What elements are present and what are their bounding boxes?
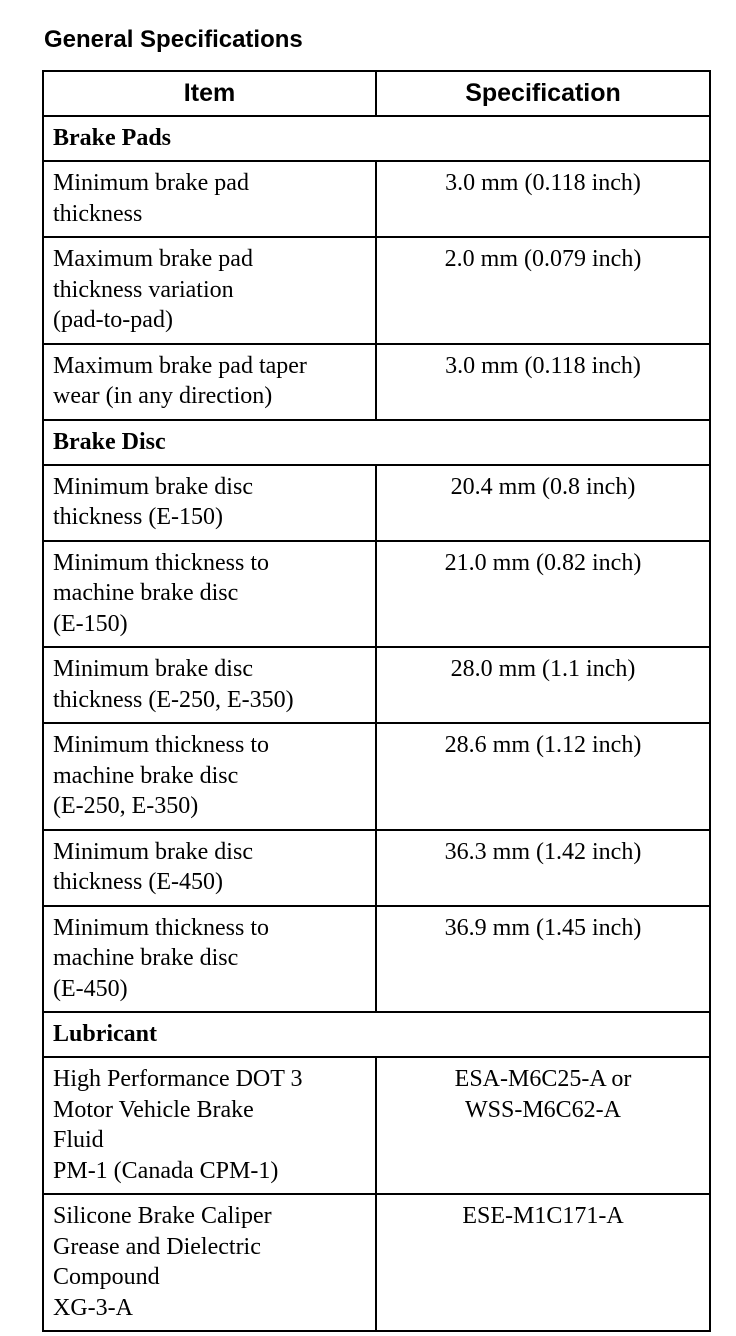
item-text-line: High Performance DOT 3 xyxy=(53,1066,303,1092)
specification-cell xyxy=(376,906,710,1013)
item-text-line: (E-250, E-350) xyxy=(53,793,199,819)
table-row xyxy=(43,161,710,237)
item-cell xyxy=(43,161,376,237)
table-row xyxy=(43,237,710,344)
table-row xyxy=(43,1057,710,1194)
item-text-line: thickness xyxy=(53,200,143,227)
item-cell xyxy=(43,723,376,830)
item-cell xyxy=(43,541,376,648)
specification-cell xyxy=(376,1194,710,1331)
item-cell xyxy=(43,1194,376,1331)
table-body xyxy=(43,116,710,1331)
specification-text-line: 36.9 mm (1.45 inch) xyxy=(444,914,642,941)
item-text-line: XG-3-A xyxy=(53,1294,133,1321)
item-text-line: machine brake disc xyxy=(53,762,239,789)
item-text-line: Minimum thickness to xyxy=(53,914,269,941)
table-header-row xyxy=(43,71,710,116)
specification-text-line: 28.6 mm (1.12 inch) xyxy=(444,732,642,758)
table-row xyxy=(43,541,710,648)
item-text-line: Minimum thickness to xyxy=(53,549,269,576)
specification-text-line: 2.0 mm (0.079 inch) xyxy=(444,246,642,272)
specification-cell xyxy=(376,830,710,906)
specifications-table xyxy=(42,70,711,1332)
table-row xyxy=(43,723,710,830)
specification-cell xyxy=(376,237,710,344)
section-heading: Lubricant xyxy=(43,1012,710,1057)
item-text-line: machine brake disc xyxy=(53,945,239,971)
specification-text-line: ESA-M6C25-A or xyxy=(454,1066,632,1092)
item-text-line: (E-150) xyxy=(53,610,128,637)
page-title: General Specifications xyxy=(44,26,303,53)
item-text-line: Minimum brake disc xyxy=(53,473,253,500)
item-text-line: thickness (E-250, E-350) xyxy=(53,686,294,713)
specification-text-line: 3.0 mm (0.118 inch) xyxy=(445,170,641,196)
table-row xyxy=(43,647,710,723)
specification-cell xyxy=(376,161,710,237)
item-text-line: Minimum brake pad xyxy=(53,170,249,196)
item-text-line: Minimum brake disc xyxy=(53,656,253,682)
section-row xyxy=(43,420,710,465)
item-text-line: (E-450) xyxy=(53,975,128,1002)
specification-text-line: 21.0 mm (0.82 inch) xyxy=(444,549,642,576)
section-heading: Brake Pads xyxy=(43,116,710,161)
item-text-line: wear (in any direction) xyxy=(53,383,273,409)
item-cell xyxy=(43,237,376,344)
specification-cell xyxy=(376,465,710,541)
specification-text-line: 20.4 mm (0.8 inch) xyxy=(450,473,636,500)
item-text-line: thickness (E-150) xyxy=(53,504,223,530)
item-text-line: Silicone Brake Caliper xyxy=(53,1203,272,1229)
item-cell xyxy=(43,344,376,420)
specification-cell xyxy=(376,1057,710,1194)
table-row xyxy=(43,465,710,541)
item-text-line: Motor Vehicle Brake xyxy=(53,1096,254,1123)
specification-cell xyxy=(376,344,710,420)
item-text-line: Minimum thickness to xyxy=(53,732,269,758)
table-row xyxy=(43,830,710,906)
table-row xyxy=(43,906,710,1013)
item-cell xyxy=(43,1057,376,1194)
item-text-line: Compound xyxy=(53,1264,160,1290)
specification-cell xyxy=(376,541,710,648)
specification-cell xyxy=(376,647,710,723)
section-heading: Brake Disc xyxy=(43,420,710,465)
item-cell xyxy=(43,830,376,906)
specification-text-line: ESE-M1C171-A xyxy=(462,1203,624,1229)
specification-cell xyxy=(376,723,710,830)
item-cell xyxy=(43,465,376,541)
item-text-line: PM-1 (Canada CPM-1) xyxy=(53,1157,279,1184)
table-row xyxy=(43,344,710,420)
item-text-line: Minimum brake disc xyxy=(53,838,253,865)
specification-text-line: WSS-M6C62-A xyxy=(464,1096,621,1123)
specification-text-line: 3.0 mm (0.118 inch) xyxy=(445,352,641,379)
item-cell xyxy=(43,906,376,1013)
table-row xyxy=(43,1194,710,1331)
item-text-line: Maximum brake pad xyxy=(53,246,253,272)
item-text-line: thickness variation xyxy=(53,276,234,303)
item-text-line: machine brake disc xyxy=(53,580,239,606)
item-text-line: Grease and Dielectric xyxy=(53,1233,261,1260)
specification-text-line: 36.3 mm (1.42 inch) xyxy=(444,838,642,865)
section-row xyxy=(43,1012,710,1057)
item-text-line: Maximum brake pad taper xyxy=(53,352,307,379)
item-text-line: (pad-to-pad) xyxy=(53,307,173,333)
specification-text-line: 28.0 mm (1.1 inch) xyxy=(450,656,636,682)
item-text-line: thickness (E-450) xyxy=(53,869,223,895)
item-text-line: Fluid xyxy=(53,1127,104,1153)
column-header-item: Item xyxy=(43,71,376,116)
section-row xyxy=(43,116,710,161)
item-cell xyxy=(43,647,376,723)
column-header-specification: Specification xyxy=(376,71,710,116)
